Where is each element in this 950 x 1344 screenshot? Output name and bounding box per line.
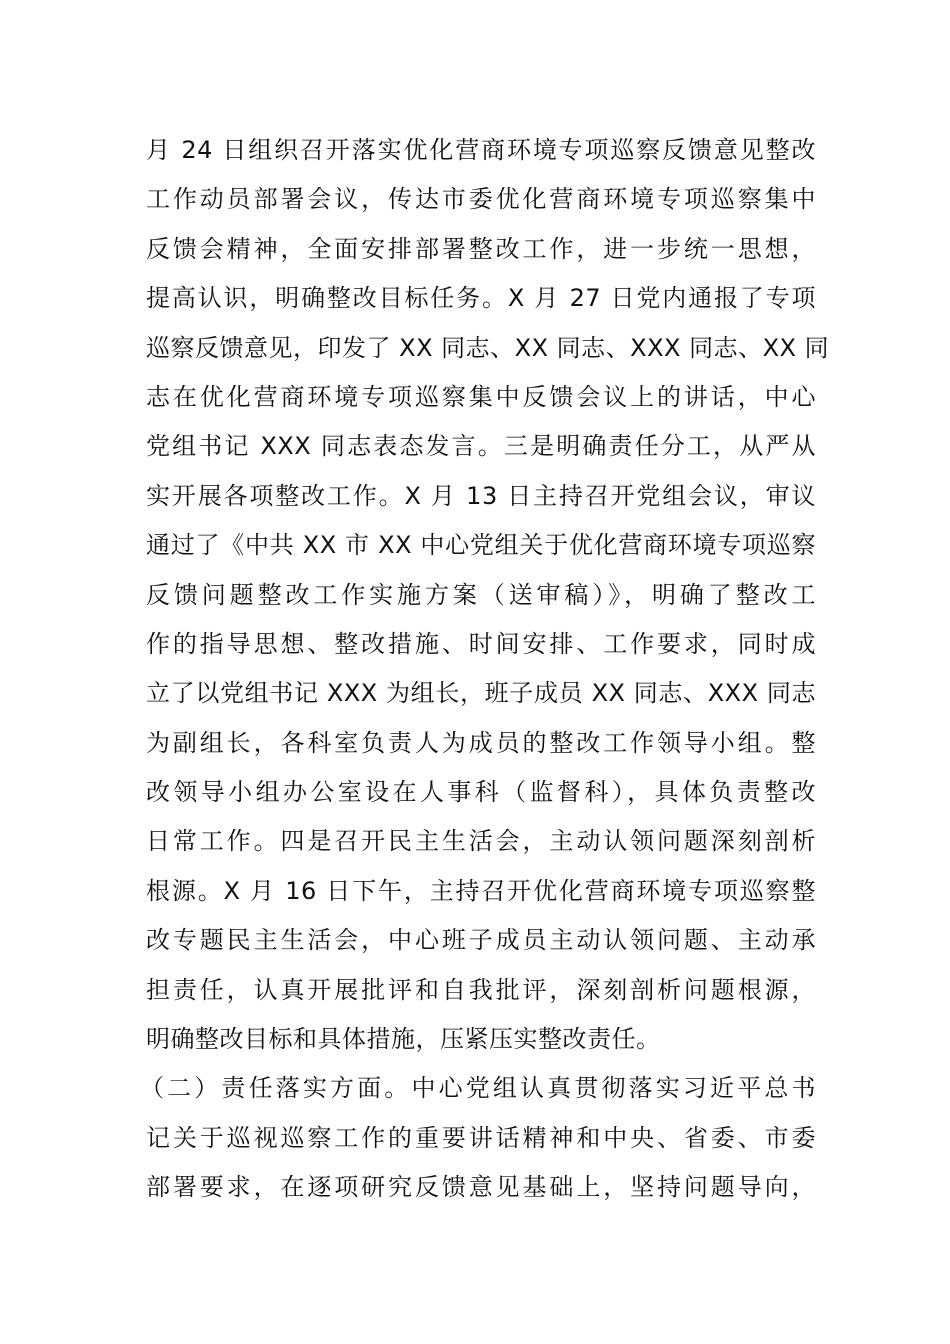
text-line: 志在优化营商环境专项巡察集中反馈会议上的讲话，中心	[146, 382, 816, 411]
text-line: 巡察反馈意见，印发了 XX 同志、XX 同志、XXX 同志、XX 同	[146, 333, 830, 362]
text-line: 提高认识，明确整改目标任务。X 月 27 日党内通报了专项	[146, 284, 816, 313]
section-heading-line: （二）责任落实方面。中心党组认真贯彻落实习近平总书	[140, 1074, 816, 1103]
text-line: 作的指导思想、整改措施、时间安排、工作要求，同时成	[146, 629, 816, 658]
text-line: 担责任，认真开展批评和自我批评，深刻剖析问题根源，	[146, 975, 816, 1004]
text-line: 改专题民主生活会，中心班子成员主动认领问题、主动承	[146, 926, 816, 955]
text-line-paragraph-end: 明确整改目标和具体措施，压紧压实整改责任。	[146, 1025, 661, 1054]
text-line: 改领导小组办公室设在人事科（监督科），具体负责整改	[146, 778, 816, 807]
text-line: 实开展各项整改工作。X 月 13 日主持召开党组会议，审议	[146, 481, 816, 510]
text-line: 日常工作。四是召开民主生活会，主动认领问题深刻剖析	[146, 827, 816, 856]
text-line: 工作动员部署会议，传达市委优化营商环境专项巡察集中	[146, 185, 816, 214]
text-line: 反馈问题整改工作实施方案（送审稿）》，明确了整改工	[146, 580, 816, 609]
text-line: 部署要求，在逐项研究反馈意见基础上，坚持问题导向，	[146, 1173, 816, 1202]
text-line: 记关于巡视巡察工作的重要讲话精神和中央、省委、市委	[146, 1123, 816, 1152]
text-line: 根源。X 月 16 日下午，主持召开优化营商环境专项巡察整	[146, 876, 816, 905]
text-line: 月 24 日组织召开落实优化营商环境专项巡察反馈意见整改	[146, 136, 816, 164]
text-line: 党组书记 XXX 同志表态发言。三是明确责任分工，从严从	[146, 432, 816, 461]
text-line: 立了以党组书记 XXX 为组长，班子成员 XX 同志、XXX 同志	[146, 679, 816, 708]
document-body	[140, 126, 830, 1213]
text-line: 为副组长，各科室负责人为成员的整改工作领导小组。整	[146, 728, 816, 757]
text-line: 反馈会精神，全面安排部署整改工作，进一步统一思想，	[146, 234, 816, 263]
text-line: 通过了《中共 XX 市 XX 中心党组关于优化营商环境专项巡察	[146, 531, 816, 560]
